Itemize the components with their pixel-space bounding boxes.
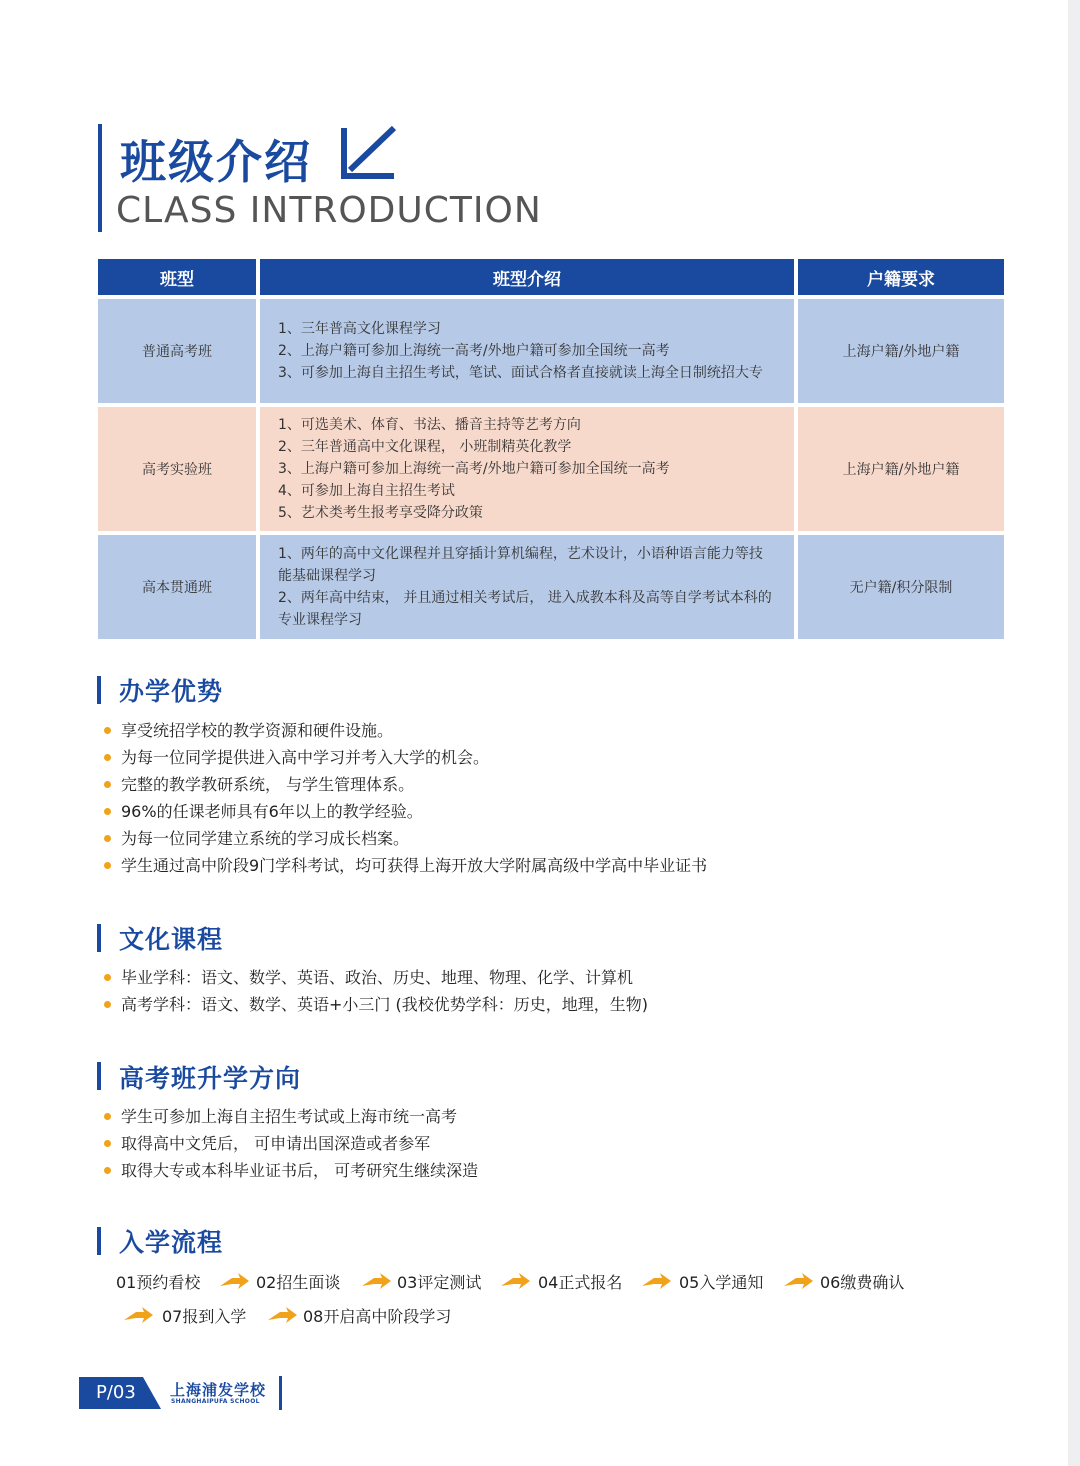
school-logo-text: 上海浦发学校 xyxy=(170,1381,267,1399)
process-step: 02招生面谈 xyxy=(256,1273,341,1292)
list-item: 为每一位同学提供进入高中学习并考入大学的机会。 xyxy=(104,744,707,771)
process-step: 04正式报名 xyxy=(538,1273,623,1292)
section-title-advantages: 办学优势 xyxy=(119,677,224,706)
class-desc-item: 2、两年高中结束， 并且通过相关考试后， 进入成教本科及高等自学考试本科的专业课程学习 xyxy=(278,590,772,628)
arrow-right-icon xyxy=(499,1272,531,1290)
list-item: 96%的任课老师具有6年以上的教学经验。 xyxy=(104,798,707,825)
page-subtitle: CLASS INTRODUCTION xyxy=(116,190,542,231)
process-step: 07报到入学 xyxy=(162,1307,247,1326)
class-desc-item: 2、上海户籍可参加上海统一高考/外地户籍可参加全国统一高考 xyxy=(278,343,670,359)
list-item: 取得大专或本科毕业证书后， 可考研究生继续深造 xyxy=(104,1157,478,1184)
residence-cell: 无户籍/积分限制 xyxy=(798,535,1004,639)
class-desc-item: 1、三年普高文化课程学习 xyxy=(278,321,441,337)
process-step: 08开启高中阶段学习 xyxy=(303,1307,452,1326)
arrow-right-icon xyxy=(122,1306,154,1324)
process-step: 06缴费确认 xyxy=(820,1273,905,1292)
residence-cell: 上海户籍/外地户籍 xyxy=(798,299,1004,403)
section-title-directions: 高考班升学方向 xyxy=(119,1064,302,1093)
page-edge xyxy=(1068,0,1080,1466)
directions-list xyxy=(104,1103,478,1184)
arrow-right-icon xyxy=(266,1306,298,1324)
section-title-process: 入学流程 xyxy=(119,1228,224,1257)
class-type-cell: 高考实验班 xyxy=(98,407,256,531)
school-logo-en: SHANGHAIPUFA SCHOOL xyxy=(171,1398,260,1405)
class-desc-item: 2、三年普通高中文化课程， 小班制精英化教学 xyxy=(278,439,572,455)
list-item: 享受统招学校的教学资源和硬件设施。 xyxy=(104,717,707,744)
page-title: 班级介绍 xyxy=(120,135,312,189)
class-desc-cell xyxy=(260,407,794,531)
class-desc-cell xyxy=(260,299,794,403)
list-item: 为每一位同学建立系统的学习成长档案。 xyxy=(104,825,707,852)
arrow-down-left-icon xyxy=(338,124,400,184)
class-desc-cell xyxy=(260,535,794,639)
table-row xyxy=(98,535,1004,639)
class-table xyxy=(98,259,1004,639)
class-desc-item: 4、可参加上海自主招生考试 xyxy=(278,483,455,499)
class-desc-item: 3、可参加上海自主招生考试，笔试、面试合格者直接就读上海全日制统招大专 xyxy=(278,365,763,381)
table-row xyxy=(98,407,1004,531)
class-desc-item: 1、可选美术、体育、书法、播音主持等艺考方向 xyxy=(278,417,581,433)
list-item: 取得高中文凭后， 可申请出国深造或者参军 xyxy=(104,1130,478,1157)
footer-accent-bar xyxy=(279,1376,282,1410)
list-item: 完整的教学教研系统， 与学生管理体系。 xyxy=(104,771,707,798)
process-step: 03评定测试 xyxy=(397,1273,482,1292)
class-type-cell: 普通高考班 xyxy=(98,299,256,403)
class-desc-item: 3、上海户籍可参加上海统一高考/外地户籍可参加全国统一高考 xyxy=(278,461,670,477)
table-row xyxy=(98,299,1004,403)
table-header-cell: 班型介绍 xyxy=(260,259,794,295)
residence-cell: 上海户籍/外地户籍 xyxy=(798,407,1004,531)
section-title-courses: 文化课程 xyxy=(119,925,224,954)
header-accent-bar xyxy=(98,124,102,232)
page-number: P/03 xyxy=(96,1382,136,1403)
list-item: 学生可参加上海自主招生考试或上海市统一高考 xyxy=(104,1103,478,1130)
process-step: 01预约看校 xyxy=(116,1273,201,1292)
table-header-row xyxy=(98,259,1004,295)
arrow-right-icon xyxy=(782,1272,814,1290)
section-accent-bar xyxy=(97,1227,101,1255)
courses-list xyxy=(104,964,648,1018)
section-accent-bar xyxy=(97,676,101,704)
arrow-right-icon xyxy=(360,1272,392,1290)
section-accent-bar xyxy=(97,924,101,952)
list-item: 高考学科：语文、数学、英语+小三门 (我校优势学科：历史，地理，生物) xyxy=(104,991,648,1018)
section-accent-bar xyxy=(97,1062,101,1090)
arrow-right-icon xyxy=(218,1272,250,1290)
class-desc-item: 5、艺术类考生报考享受降分政策 xyxy=(278,505,483,521)
table-header-cell: 班型 xyxy=(98,259,256,295)
arrow-right-icon xyxy=(640,1272,672,1290)
class-type-cell: 高本贯通班 xyxy=(98,535,256,639)
class-desc-item: 1、两年的高中文化课程并且穿插计算机编程，艺术设计，小语种语言能力等技能基础课程学习 xyxy=(278,546,763,584)
advantages-list xyxy=(104,717,707,879)
table-header-cell: 户籍要求 xyxy=(798,259,1004,295)
process-step: 05入学通知 xyxy=(679,1273,764,1292)
list-item: 学生通过高中阶段9门学科考试，均可获得上海开放大学附属高级中学高中毕业证书 xyxy=(104,852,707,879)
list-item: 毕业学科：语文、数学、英语、政治、历史、地理、物理、化学、计算机 xyxy=(104,964,648,991)
